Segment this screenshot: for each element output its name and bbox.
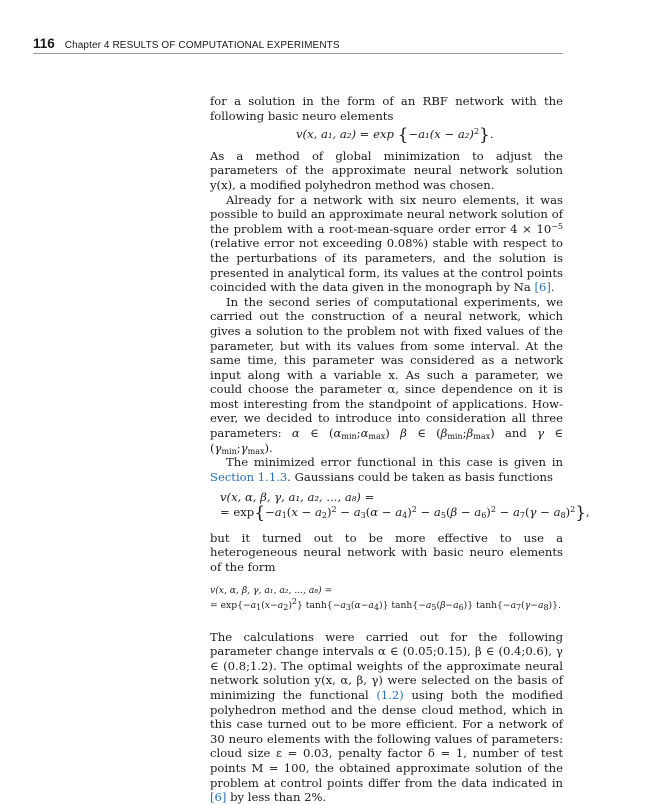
paragraph-7a: The calculations were carried out for the following parameter change intervals α ∈ (0.05;0.15), β ∈ (0.4;0.6), γ ∈ (0.8;1.2). The optimal weights of the approximate neural network solution y(x, α, β, γ) were selected on the basis of minimizing the functional xyxy=(210,629,563,702)
eq-1-2-link[interactable]: (1.2) xyxy=(376,687,404,702)
paragraph-7b: using both the modified polyhedron method and the dense cloud method, which in this case turned out to be more efficient. For a network of 30 neuro elements with the following values of parameters: cloud size ε = 0.03, penalty factor δ = 1, number of test points M = 100, the obtained approximate solution of the problem at control points differ from the data indicated in xyxy=(210,687,563,790)
paragraph-7 xyxy=(210,630,563,805)
running-header xyxy=(33,36,563,52)
page-body xyxy=(210,94,590,805)
header-rule xyxy=(33,53,563,54)
paragraph-5b: . Gaussians could be taken as basis functions xyxy=(287,469,553,484)
paragraph-6: but it turned out to be more effective to use a heterogeneous neural network with basic neuro elements of the form xyxy=(210,530,563,574)
paragraph-3: Already for a network with six neuro elements, it was possible to build an approximate neural network solution of the problem with a root-mean-square order error $4 \times 10^{-5}$ (relative error not exceeding 0.08%) stable with respect to the perturbations of its parameters, and the solution is presented in analytical form, its values at the control points coincided with the data given in the monograph by Na [6]. xyxy=(210,192,563,295)
paragraph-3b: (relative error not exceeding 0.08%) stable with respect to the perturbations of its parameters, and the solution is presented in analytical form, its values at the control points coincided with the data given in the monograph by Na xyxy=(210,236,563,295)
paragraph-4a: In the second series of computational experiments, we carried out the construction of a neural network, which gives a solution to the problem not with fixed values of the parameter, but with its values from some interval. At the same time, this parameter was considered as a network input along with a variable x. As such a parameter, we could choose the parameter α, since dependence on it is most interesting from the standpoint of applications. However, we decided to introduce into consideration all three parameters: xyxy=(210,294,563,441)
formula-1-inner: −a₁(x − a₂) xyxy=(408,127,474,142)
paragraph-5a: The minimized error functional in this case is given in xyxy=(226,455,563,470)
paragraph-2: As a method of global minimization to adjust the parameters of the approximate neural network solution y(x), a modified polyhedron method was chosen. xyxy=(210,148,563,192)
ref-6-link[interactable]: [6] xyxy=(534,280,551,295)
ref-6-link-2[interactable]: [6] xyxy=(210,790,227,805)
paragraph-4: In the second series of computational experiments, we carried out the construction of a neural network, which gives a solution to the problem not with fixed values of the parameter, but with its values from some interval. At the same time, this parameter was considered as a network input along with a variable x. As such a parameter, we could choose the parameter α, since dependence on it is most interesting from the standpoint of applications. However, we decided to introduce into consideration all three parameters: α ∈ $(\alpha_{min};\alpha_{max})$ β ∈ $(\beta_{min};\beta_{max})$ and γ ∈ $(\gamma_{min};\gamma_{max})$. xyxy=(210,294,563,456)
formula-2-line-1: v(x, α, β, γ, a₁, a₂, ..., a₈) = xyxy=(220,490,375,505)
paragraph-7c: by less than 2%. xyxy=(226,790,327,805)
formula-2 xyxy=(220,490,563,505)
formula-1: v(x, a₁, $a_2) = \exp \{-a_1(x - a_2)^2\}$. xyxy=(296,125,494,146)
section-1-1-3-link[interactable]: Section 1.1.3 xyxy=(210,469,288,484)
page-number: 116 xyxy=(33,36,55,51)
exponent: −5 xyxy=(551,221,563,231)
paragraph-1: for a solution in the form of an RBF network with the following basic neuro elements xyxy=(210,94,563,123)
formula-3-line-2: = $\exp\{-a_1(x-a_2)^2\}$ $\tanh\{-a_3(\alpha-a_4)\}$ $\tanh\{-a_5(\beta-a_6)\}$ $\tanh\{-a_7(\gamma-a_8)\}$. xyxy=(210,597,561,612)
formula-3-line-1: v(x, α, β, γ, a₁, a₂, ..., a₈) = xyxy=(210,585,333,597)
formula-3 xyxy=(210,584,563,599)
paragraph-3a: Already for a network with six neuro elements, it was possible to build an approximate neural network solution of the problem with a root-mean-square order error 4 × 10 xyxy=(210,192,563,236)
paragraph-5 xyxy=(210,455,563,484)
formula-2-line-2: = $\exp\{-a_1(x - a_2)^2 - a_3(\alpha - a_4)^2 - a_5(\beta - a_6)^2 - a_7(\gamma - a_8)^2\}$, xyxy=(220,503,590,524)
chapter-title: Chapter 4 RESULTS OF COMPUTATIONAL EXPERIMENTS xyxy=(64,40,340,51)
formula-1-lhs: v(x, a₁, a₂) = exp xyxy=(296,127,394,142)
